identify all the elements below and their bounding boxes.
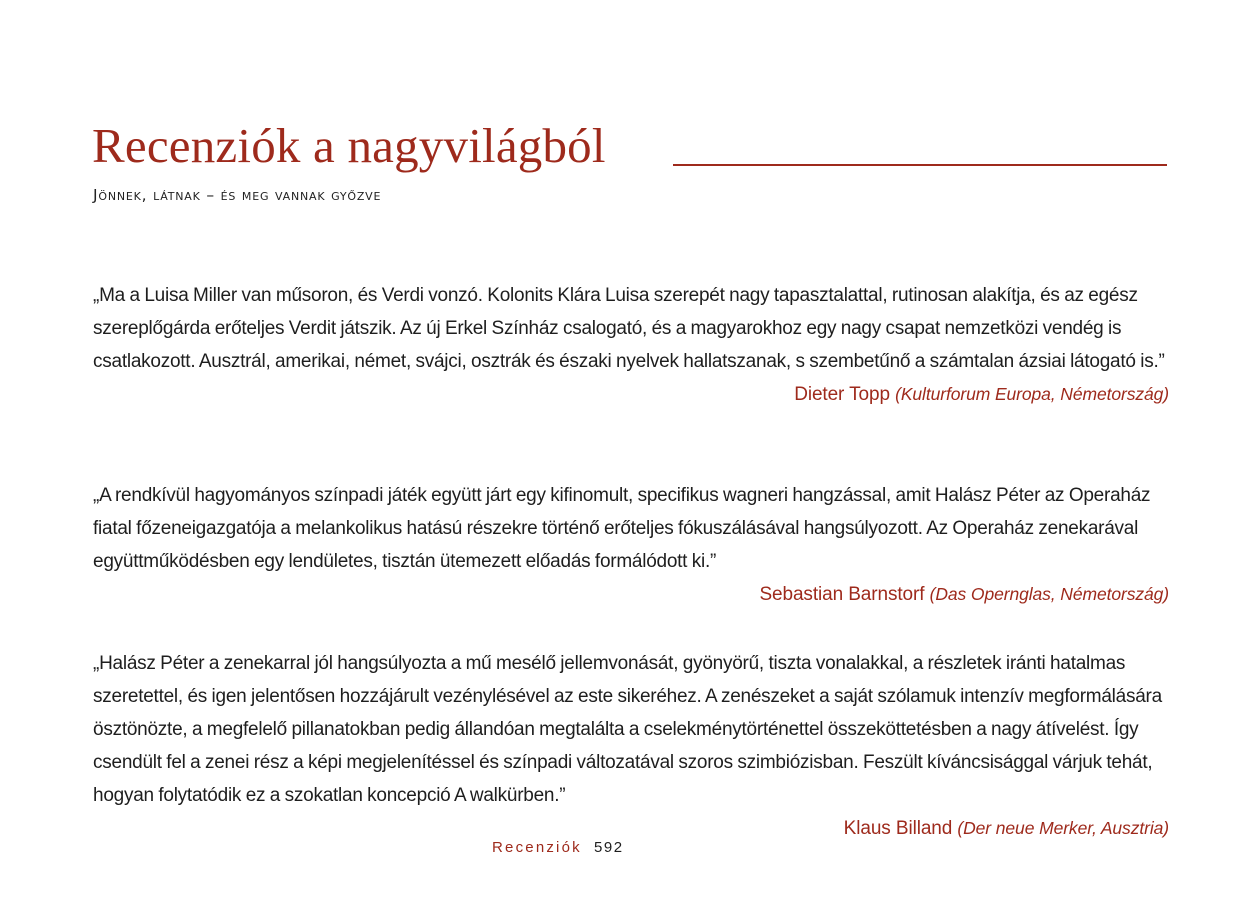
review-author: Klaus Billand <box>843 818 953 839</box>
page-number: 592 <box>594 839 624 856</box>
review-source: (Das Opernglas, Németország) <box>929 584 1169 604</box>
review-quote: „Ma a Luisa Miller van műsoron, és Verdi vonzó. Kolonits Klára Luisa szerepét nagy tapasztalattal, rutinosan alakítja, és az egész szereplőgárda erőteljes Verdit játszik. Az új Erkel Színház csalogató, és a magyarokhoz egy nagy csapat nemzetközi vendég is csatlakozott. Ausztrál, amerikai, német, svájci, osztrák és északi nyelvek hallatszanak, s szembetűnő a számtalan ázsiai látogató is.” <box>93 285 1165 372</box>
review-attribution <box>93 812 1169 845</box>
page-title: Recenziók a nagyvilágból <box>92 118 606 173</box>
title-divider <box>673 164 1167 166</box>
review-attribution <box>93 578 1169 611</box>
review-author: Sebastian Barnstorf <box>759 584 925 605</box>
review-source: (Kulturforum Europa, Németország) <box>895 384 1169 404</box>
review-source: (Der neue Merker, Ausztria) <box>957 818 1169 838</box>
page-footer <box>492 836 624 860</box>
review-quote: „Halász Péter a zenekarral jól hangsúlyozta a mű mesélő jellemvonását, gyönyörű, tiszta vonalakkal, a részletek iránti hatalmas szeretettel, és igen jelentősen hozzájárult vezénylésével az este sikeréhez. A zenészeket a saját szólamuk intenzív megformálására ösztönözte, a megfelelő pillanatokban pedig állandóan megtalálta a cselekménytörténettel összeköttetésben a nagy átívelést. Így csendült fel a zenei rész a képi megjelenítéssel és színpadi változatával szoros szimbiózisban. Feszült kíváncsisággal várjuk tehát, hogyan folytatódik ez a szokatlan koncepció A walkürben.” <box>93 653 1162 806</box>
review-author: Dieter Topp <box>794 384 890 405</box>
review-block <box>93 279 1169 411</box>
review-block <box>93 647 1169 845</box>
review-block <box>93 479 1169 611</box>
review-attribution <box>93 378 1169 411</box>
review-quote: „A rendkívül hagyományos színpadi játék együtt járt egy kifinomult, specifikus wagneri hangzással, amit Halász Péter az Operaház fiatal főzeneigazgatója a melankolikus hatású részekre történő erőteljes fókuszálásával hangsúlyozott. Az Operaház zenekarával együttműködésben egy lendületes, tisztán ütemezett előadás formálódott ki.” <box>93 485 1151 572</box>
page-subtitle: Jönnek, látnak – és meg vannak győzve <box>93 186 382 204</box>
footer-section-label: Recenziók <box>492 839 582 856</box>
